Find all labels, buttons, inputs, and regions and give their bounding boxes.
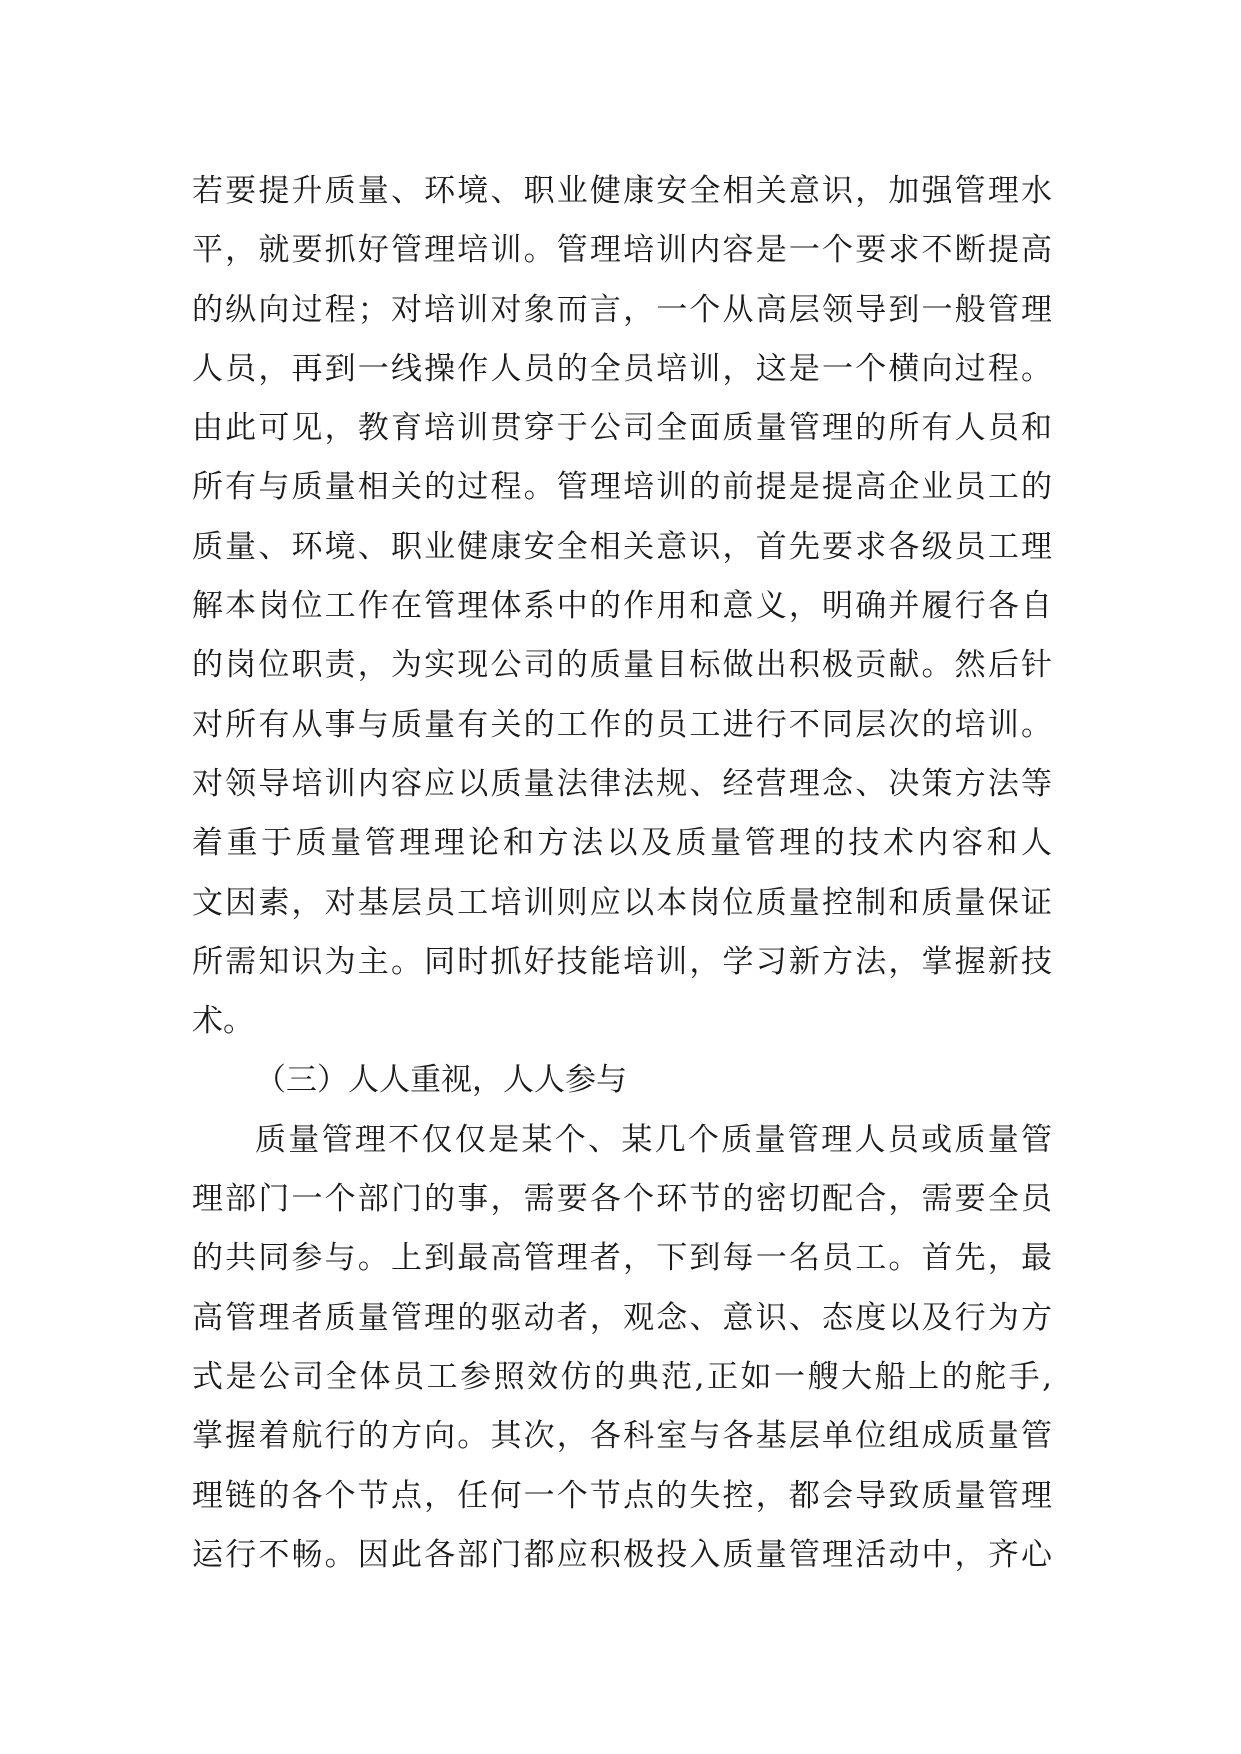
text-line: 所有与质量相关的过程。管理培训的前提是提高企业员工的 xyxy=(192,469,1052,506)
section-heading: （三）人人重视，人人参与 xyxy=(255,1062,627,1099)
paragraph-training xyxy=(192,162,1052,1051)
text-line: 运行不畅。因此各部门都应积极投入质量管理活动中，齐心 xyxy=(192,1536,1052,1573)
text-line: 解本岗位工作在管理体系中的作用和意义，明确并履行各自 xyxy=(192,588,1052,625)
document-body xyxy=(192,162,1052,1585)
text-line: 理部门一个部门的事，需要各个环节的密切配合，需要全员 xyxy=(192,1181,1052,1218)
text-line: 式是公司全体员工参照效仿的典范,正如一艘大船上的舵手, xyxy=(192,1358,1052,1395)
text-line: 术。 xyxy=(192,1003,254,1040)
text-line: 平，就要抓好管理培训。管理培训内容是一个要求不断提高 xyxy=(192,232,1052,269)
text-line: 质量管理不仅仅是某个、某几个质量管理人员或质量管 xyxy=(255,1121,1052,1158)
text-line: 理链的各个节点，任何一个节点的失控，都会导致质量管理 xyxy=(192,1477,1052,1514)
text-line: 人员，再到一线操作人员的全员培训，这是一个横向过程。 xyxy=(192,350,1052,387)
text-line: 着重于质量管理理论和方法以及质量管理的技术内容和人 xyxy=(192,825,1052,862)
text-line: 掌握着航行的方向。其次，各科室与各基层单位组成质量管 xyxy=(192,1418,1052,1455)
text-line: 对领导培训内容应以质量法律法规、经营理念、决策方法等 xyxy=(192,765,1052,802)
text-line: 所需知识为主。同时抓好技能培训，学习新方法，掌握新技 xyxy=(192,943,1052,980)
text-line: 的岗位职责，为实现公司的质量目标做出积极贡献。然后针 xyxy=(192,647,1052,684)
text-line: 的共同参与。上到最高管理者，下到每一名员工。首先，最 xyxy=(192,1240,1052,1277)
text-line: 高管理者质量管理的驱动者，观念、意识、态度以及行为方 xyxy=(192,1299,1052,1336)
text-line: 的纵向过程；对培训对象而言，一个从高层领导到一般管理 xyxy=(192,291,1052,328)
paragraph-participation xyxy=(192,1111,1052,1585)
text-line: 对所有从事与质量有关的工作的员工进行不同层次的培训。 xyxy=(192,706,1052,743)
text-line: 文因素，对基层员工培训则应以本岗位质量控制和质量保证 xyxy=(192,884,1052,921)
text-line: 质量、环境、职业健康安全相关意识，首先要求各级员工理 xyxy=(192,528,1052,565)
text-line: 由此可见，教育培训贯穿于公司全面质量管理的所有人员和 xyxy=(192,410,1052,447)
text-line: 若要提升质量、环境、职业健康安全相关意识，加强管理水 xyxy=(192,173,1052,209)
